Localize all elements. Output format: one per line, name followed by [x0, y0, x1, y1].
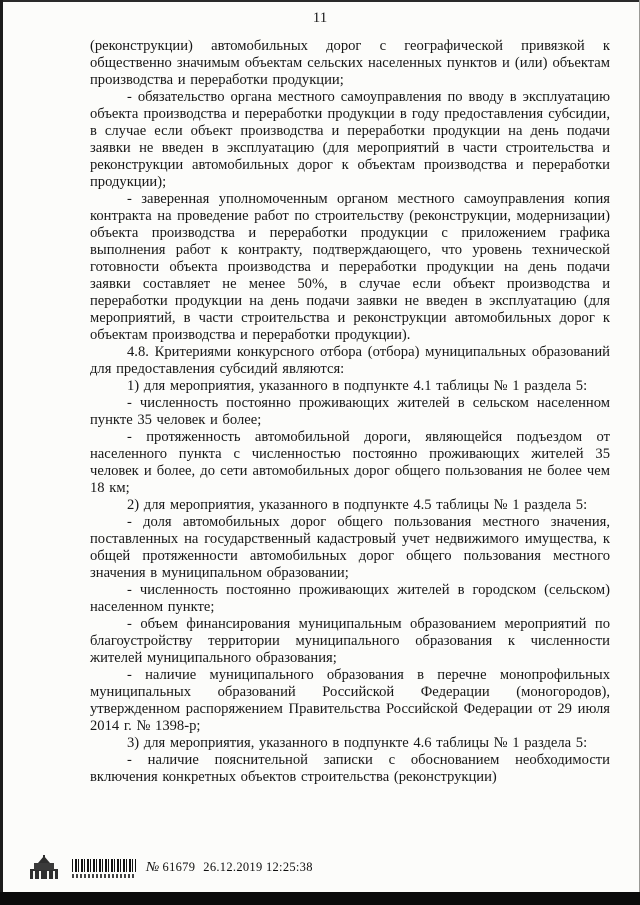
paragraph: - численность постоянно проживающих жителей в сельском населенном пункте 35 человек и более; — [90, 395, 610, 428]
registration-stamp — [26, 853, 313, 883]
paragraph: - объем финансирования муниципальным образованием мероприятий по благоустройству территории муниципального образования к численности жителей муниципального образования; — [90, 616, 610, 666]
scan-edge-left — [0, 0, 3, 905]
paragraph: (реконструкции) автомобильных дорог с географической привязкой к общественно значимым объектам сельских населенных пунктов и (или) объектам производства и переработки продукции; — [90, 38, 610, 88]
number-sign: № — [146, 860, 160, 875]
stamp-number: 61679 — [162, 860, 196, 874]
paragraph: - наличие пояснительной записки с обоснованием необходимости включения конкретных объектов строительства (реконструкции) — [90, 752, 610, 785]
paragraph: - заверенная уполномоченным органом местного самоуправления копия контракта на проведение работ по строительству (реконструкции, модернизации) объекта производства и переработки продукции с приложением графика выполнения работ к контракту, подтверждающего, что уровень технической готовности объекта производства и переработки продукции на день подачи заявки составляет не менее 50%, в случае если объект производства и переработки продукции на день подачи заявки не введен в эксплуатацию (для мероприятий, в части строительства и реконструкции автомобильных дорог к объектам производства и переработки продукции). — [90, 191, 610, 343]
emblem-icon — [26, 855, 62, 881]
barcode-microtext — [72, 874, 136, 878]
paragraph: - численность постоянно проживающих жителей в городском (сельском) населенном пункте; — [90, 582, 610, 615]
paragraph: - доля автомобильных дорог общего пользования местного значения, поставленных на государственный кадастровый учет недвижимого имущества, к общей протяженности автомобильных дорог общего пользования местного значения в муниципальном образовании; — [90, 514, 610, 581]
document-body — [90, 38, 610, 786]
stamp-datetime: 26.12.2019 12:25:38 — [203, 860, 313, 874]
paragraph: 2) для мероприятия, указанного в подпункте 4.5 таблицы № 1 раздела 5: — [127, 497, 588, 513]
scan-edge-bottom — [0, 892, 640, 905]
paragraph: - протяженность автомобильной дороги, являющейся подъездом от населенного пункта с численностью постоянно проживающих жителей 35 человек и более, до сети автомобильных дорог общего пользования не более чем 18 км; — [90, 429, 610, 496]
stamp-text — [146, 860, 313, 876]
page-number: 11 — [312, 10, 328, 26]
paragraph: 4.8. Критериями конкурсного отбора (отбора) муниципальных образований для предоставления субсидий являются: — [90, 344, 610, 377]
paragraph: 1) для мероприятия, указанного в подпункте 4.1 таблицы № 1 раздела 5: — [127, 378, 588, 394]
paragraph: - наличие муниципального образования в перечне монопрофильных муниципальных образований Российской Федерации (моногородов), утвержденном распоряжением Правительства Российской Федерации от 29 июля 2014 г. № 1398-р; — [90, 667, 610, 734]
scan-edge-top — [0, 0, 640, 2]
paragraph: - обязательство органа местного самоуправления по вводу в эксплуатацию объекта производства и переработки продукции в году предоставления субсидии, в случае если объект производства и переработки продукции на день подачи заявки не введен в эксплуатацию (для мероприятий в части строительства и реконструкции автомобильных дорог к объектам производства и переработки продукции); — [90, 89, 610, 190]
barcode-bars-icon — [72, 859, 136, 872]
barcode — [72, 859, 136, 878]
paragraph: 3) для мероприятия, указанного в подпункте 4.6 таблицы № 1 раздела 5: — [127, 735, 588, 751]
